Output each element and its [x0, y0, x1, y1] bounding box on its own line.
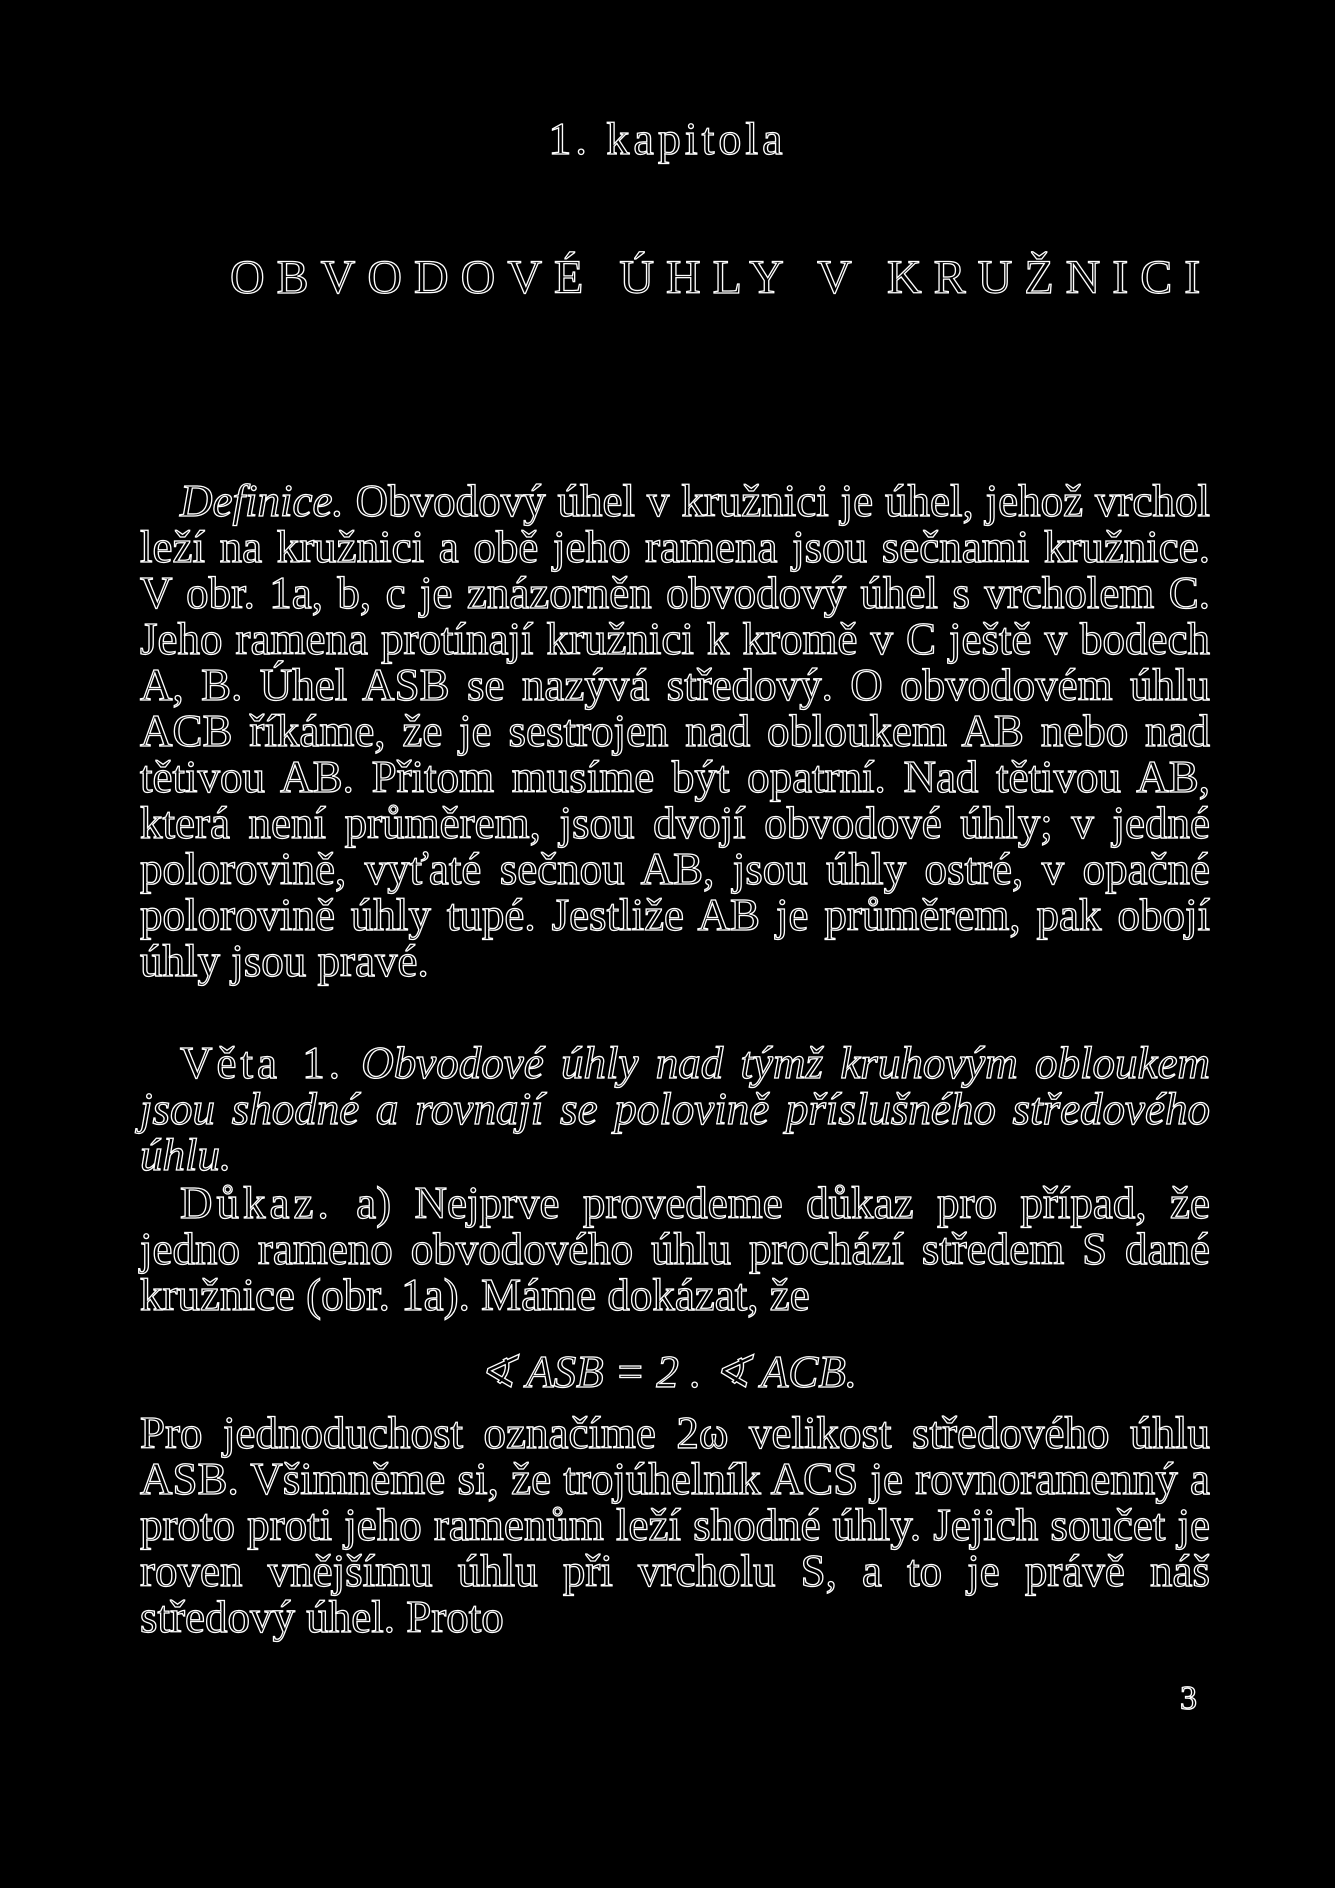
theorem-text: Obvodové úhly nad týmž kruhovým obloukem jsou shodné a rovnají se polovině příslušného středového úhlu.: [140, 1038, 1211, 1180]
formula: ∢ ASB = 2 . ∢ ACB.: [477, 1347, 858, 1397]
definition-text: Obvodový úhel v kružnici je úhel, jehož vrchol leží na kružnici a obě jeho ramena jsou sečnami kružnice. V obr. 1a, b, c je znázorněn obvodový úhel s vrcholem C. Jeho ramena protínají kružnici k kromě v C ještě v bodech A, B. Úhel ASB se nazývá středový. O obvodovém úhlu ACB říkáme, že je sestrojen nad obloukem AB nebo nad tětivou AB. Přitom musíme být opatrní. Nad tětivou AB, která není průměrem, jsou dvojí obvodové úhly; v jedné polorovině, vyťaté sečnou AB, jsou úhly ostré, v opačné polorovině úhly tupé. Jestliže AB je průměrem, pak obojí úhly jsou pravé.: [140, 476, 1211, 986]
theorem-label: Věta 1.: [180, 1038, 344, 1088]
chapter-title: OBVODOVÉ ÚHLY V KRUŽNICI: [230, 251, 1213, 304]
proof-text: a) Nejprve provedeme důkaz pro případ, že jedno rameno obvodového úhlu prochází středem S dané kružnice (obr. 1a). Máme dokázat, že: [140, 1178, 1211, 1320]
definition-label: Definice.: [180, 476, 344, 526]
theorem-paragraph: [140, 1040, 1210, 1178]
proof-paragraph: [140, 1180, 1210, 1318]
definition-paragraph: [140, 478, 1210, 984]
chapter-heading: 1. kapitola: [548, 113, 787, 164]
proof-label: Důkaz.: [180, 1178, 333, 1228]
continuation-paragraph: Pro jednoduchost označíme 2ω velikost středového úhlu ASB. Všimněme si, že trojúhelník ACS je rovnoramenný a proto proti jeho ramenům leží shodné úhly. Jejich součet je roven vnějšímu úhlu při vrcholu S, a to je právě náš středový úhel. Proto: [140, 1408, 1210, 1642]
page-number: 3: [1180, 1680, 1197, 1717]
